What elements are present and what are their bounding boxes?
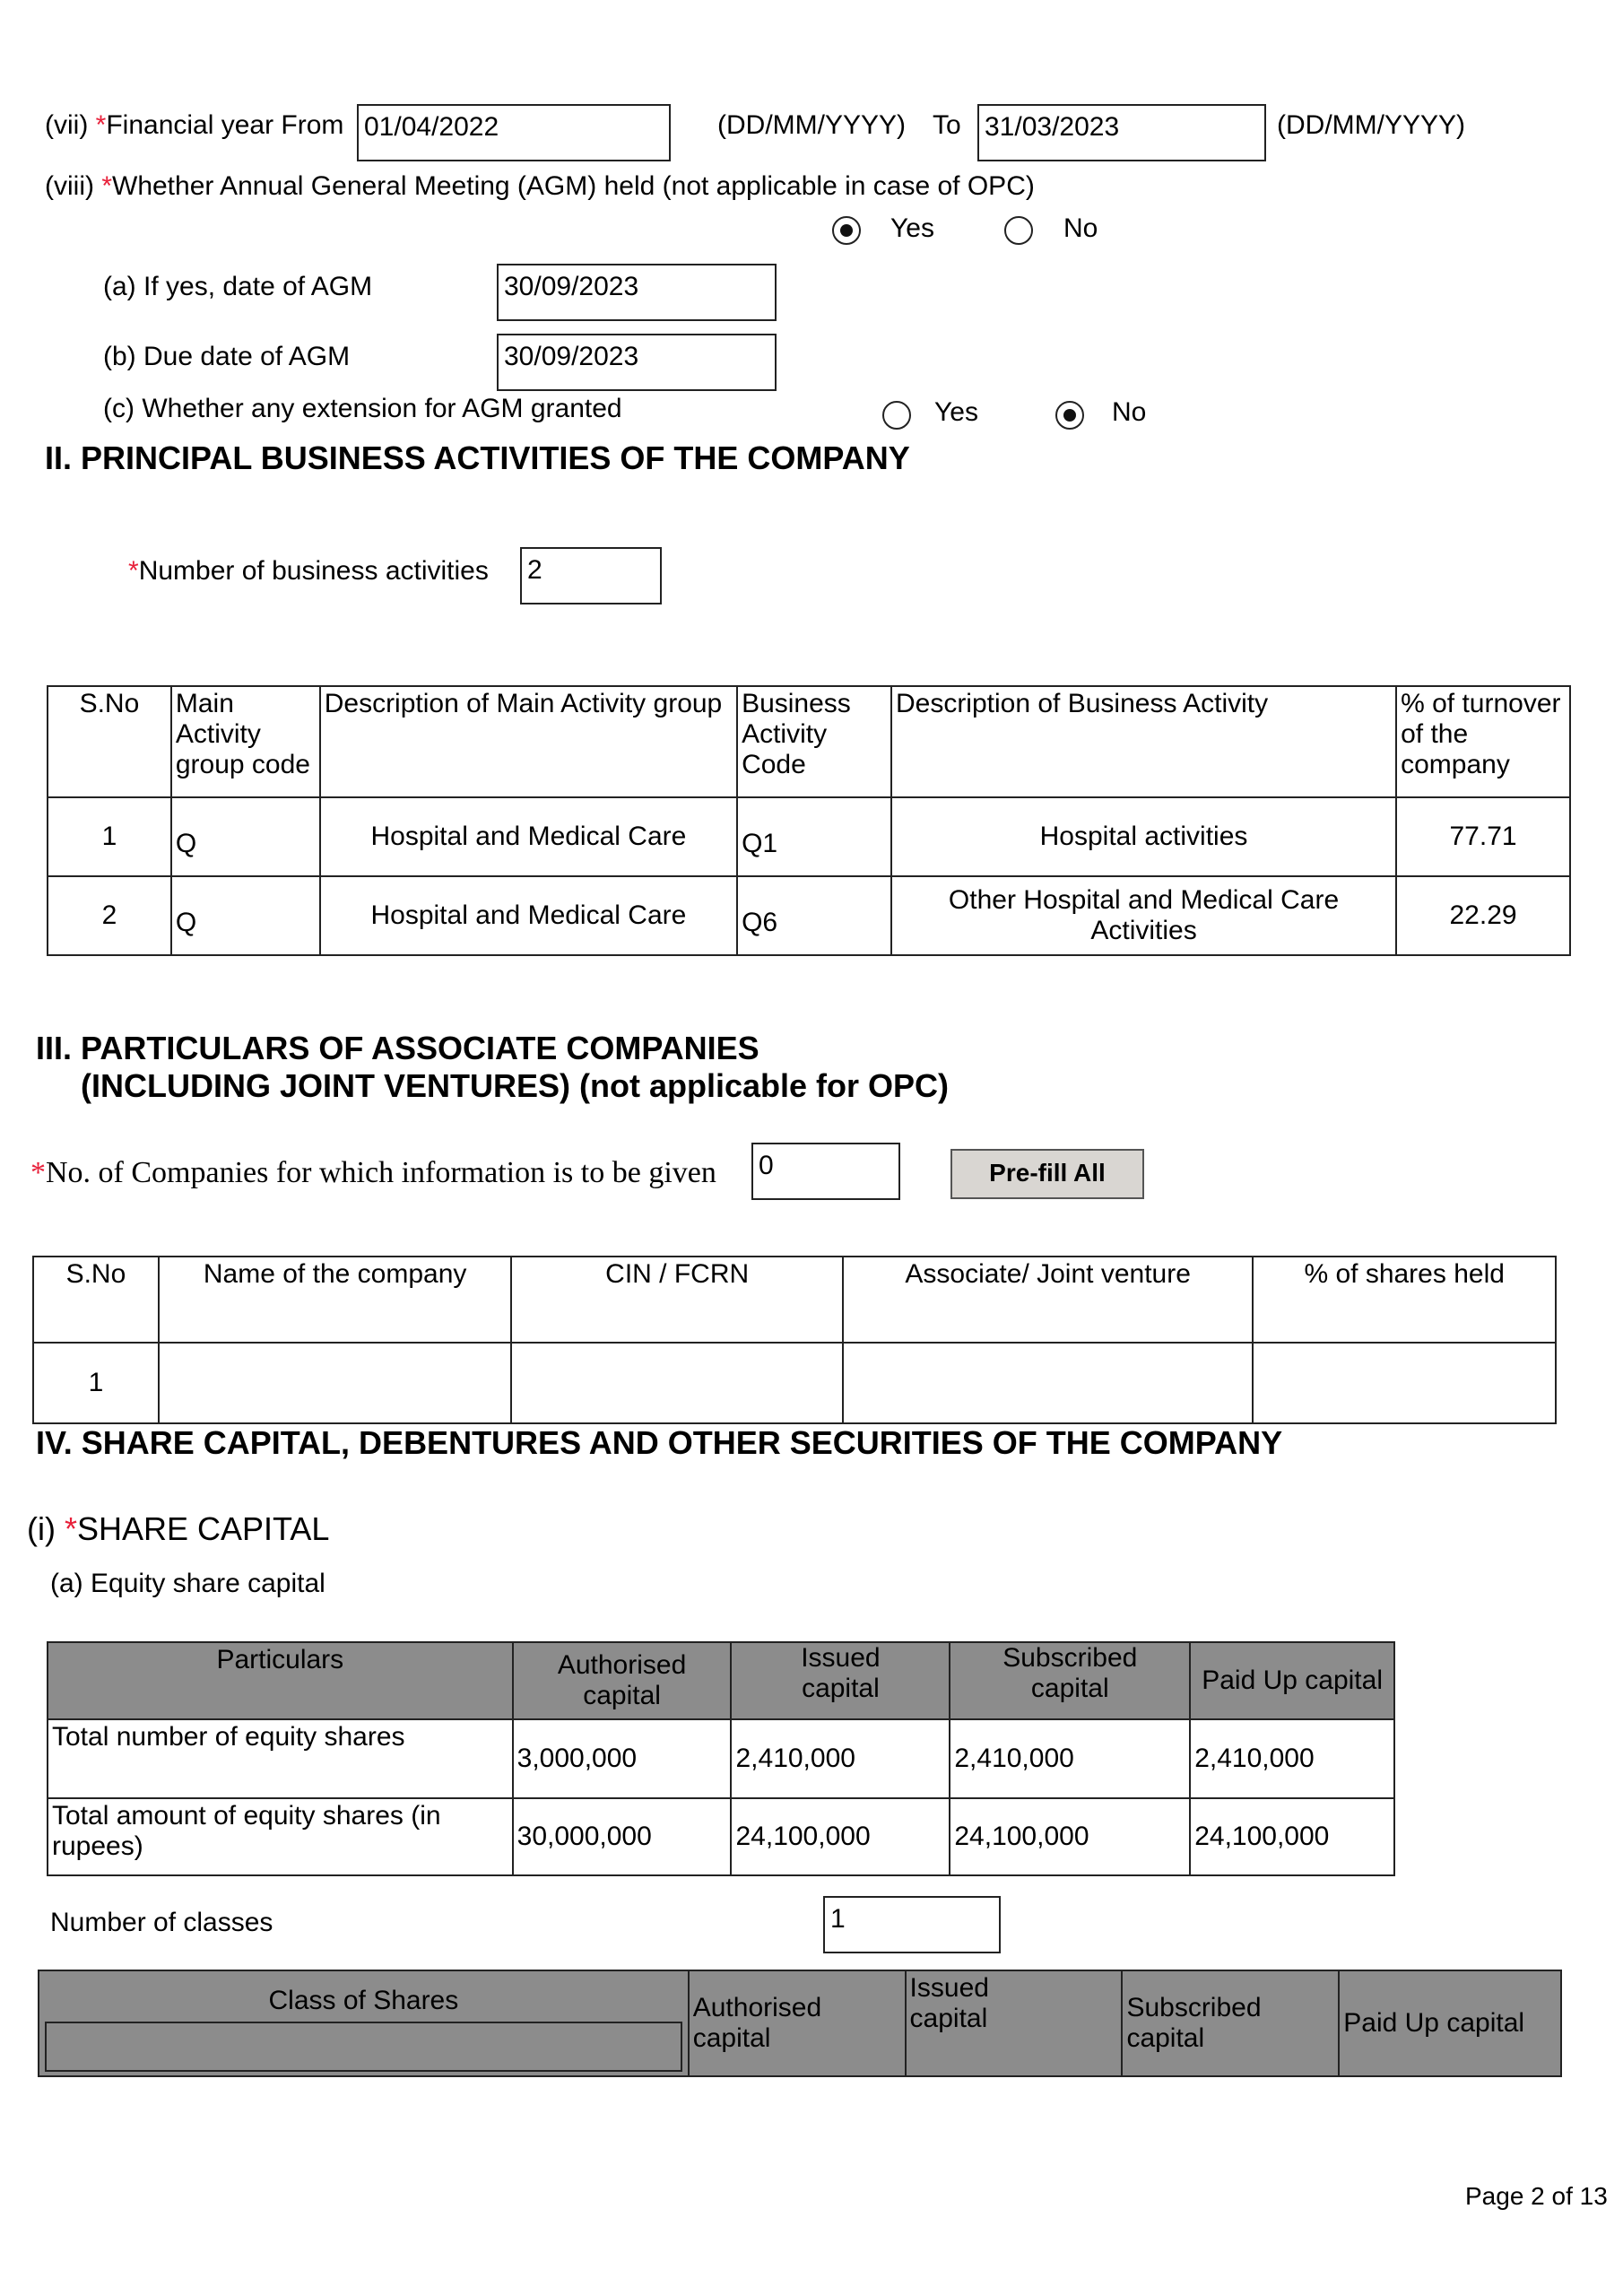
col-header-group-code: Main Activity group code: [171, 686, 320, 797]
financial-year-to-input[interactable]: 31/03/2023: [977, 104, 1266, 161]
col-header-issued: Issued capital: [731, 1642, 950, 1719]
section-title: II. PRINCIPAL BUSINESS ACTIVITIES OF THE COMPANY: [45, 439, 910, 476]
agm-held-no-radio[interactable]: [1004, 216, 1033, 245]
financial-year-from-input[interactable]: 01/04/2022: [357, 104, 671, 161]
cell-group-desc: Hospital and Medical Care: [320, 876, 737, 955]
col-header-issued: Issued capital: [906, 1970, 1123, 2076]
associate-companies-count-label: *No. of Companies for which information is to be given: [30, 1156, 716, 1189]
col-header-subscribed: Subscribed capital: [950, 1642, 1190, 1719]
associate-companies-table: [32, 1256, 1557, 1424]
table-row: [48, 876, 1570, 955]
agm-extension-yes-radio[interactable]: [882, 401, 911, 430]
cell-activity-desc: Hospital activities: [891, 797, 1396, 876]
cell-association-type[interactable]: [843, 1343, 1253, 1423]
cell-activity-desc: Other Hospital and Medical Care Activities: [891, 876, 1396, 955]
cell-sno: 1: [48, 797, 171, 876]
agm-extension-no-label: No: [1112, 397, 1147, 427]
col-header-group-desc: Description of Main Activity group: [320, 686, 737, 797]
col-header-association-type: Associate/ Joint venture: [843, 1257, 1253, 1343]
section-title: IV. SHARE CAPITAL, DEBENTURES AND OTHER SECURITIES OF THE COMPANY: [36, 1424, 1283, 1461]
cell-subscribed[interactable]: 2,410,000: [950, 1719, 1190, 1798]
cell-particulars: Total number of equity shares: [48, 1719, 513, 1798]
business-activities-count-label: *Number of business activities: [128, 556, 489, 586]
agm-due-date-input[interactable]: 30/09/2023: [497, 334, 777, 391]
section-title: III. PARTICULARS OF ASSOCIATE COMPANIES: [36, 1030, 759, 1066]
date-format-hint: (DD/MM/YYYY): [1277, 110, 1465, 140]
col-header-sno: S.No: [48, 686, 171, 797]
agm-held-label: (viii) *Whether Annual General Meeting (AGM) held (not applicable in case of OPC): [45, 171, 1035, 201]
agm-held-yes-label: Yes: [890, 213, 934, 243]
col-header-shares-held: % of shares held: [1253, 1257, 1556, 1343]
associate-companies-count-input[interactable]: 0: [751, 1143, 900, 1200]
agm-held-no-label: No: [1063, 213, 1098, 243]
number-of-classes-label: Number of classes: [50, 1908, 273, 1937]
business-activities-count-input[interactable]: 2: [520, 547, 662, 604]
agm-held-yes-radio[interactable]: [832, 216, 861, 245]
cell-paid-up[interactable]: 2,410,000: [1190, 1719, 1394, 1798]
col-header-particulars: Particulars: [48, 1642, 513, 1719]
equity-share-capital-label: (a) Equity share capital: [50, 1569, 325, 1598]
financial-year-label: (vii) *Financial year From: [45, 110, 344, 140]
number-of-classes-input[interactable]: 1: [823, 1896, 1001, 1953]
table-header-row: [48, 1642, 1394, 1719]
agm-extension-label: (c) Whether any extension for AGM granted: [103, 394, 622, 423]
class-of-shares-table: [38, 1970, 1562, 2077]
cell-turnover: 77.71: [1396, 797, 1570, 876]
table-row: [48, 1798, 1394, 1875]
cell-company-name[interactable]: [159, 1343, 512, 1423]
cell-issued[interactable]: 2,410,000: [731, 1719, 950, 1798]
prefill-all-button[interactable]: Pre-fill All: [950, 1149, 1144, 1199]
col-header-authorised: Authorised capital: [513, 1642, 732, 1719]
cell-group-code[interactable]: Q: [171, 797, 320, 876]
financial-year-to-label: To: [933, 110, 961, 140]
table-row: [33, 1343, 1556, 1423]
table-header-row: [39, 1970, 1561, 2076]
date-format-hint: (DD/MM/YYYY): [717, 110, 906, 140]
col-header-activity-code: Business Activity Code: [737, 686, 891, 797]
cell-authorised[interactable]: 3,000,000: [513, 1719, 732, 1798]
cell-sno: 2: [48, 876, 171, 955]
cell-activity-code[interactable]: Q1: [737, 797, 891, 876]
table-header-row: [48, 686, 1570, 797]
cell-cin[interactable]: [511, 1343, 843, 1423]
cell-particulars: Total amount of equity shares (in rupees): [48, 1798, 513, 1875]
table-row: [48, 1719, 1394, 1798]
cell-shares-held[interactable]: [1253, 1343, 1556, 1423]
col-header-turnover: % of turnover of the company: [1396, 686, 1570, 797]
cell-subscribed[interactable]: 24,100,000: [950, 1798, 1190, 1875]
section-subtitle: (INCLUDING JOINT VENTURES) (not applicable for OPC): [81, 1067, 950, 1104]
cell-authorised[interactable]: 30,000,000: [513, 1798, 732, 1875]
cell-issued[interactable]: 24,100,000: [731, 1798, 950, 1875]
cell-sno: 1: [33, 1343, 159, 1423]
col-header-authorised: Authorised capital: [689, 1970, 906, 2076]
class-of-shares-header: [39, 1970, 689, 2076]
page-number: Page 2 of 13: [1465, 2182, 1608, 2210]
col-header-company-name: Name of the company: [159, 1257, 512, 1343]
col-header-subscribed: Subscribed capital: [1122, 1970, 1339, 2076]
agm-date-label: (a) If yes, date of AGM: [103, 272, 373, 301]
cell-group-desc: Hospital and Medical Care: [320, 797, 737, 876]
col-header-activity-desc: Description of Business Activity: [891, 686, 1396, 797]
agm-extension-yes-label: Yes: [934, 397, 978, 427]
col-header-sno: S.No: [33, 1257, 159, 1343]
table-row: [48, 797, 1570, 876]
col-header-paid-up: Paid Up capital: [1339, 1970, 1561, 2076]
col-header-class-of-shares: Class of Shares: [268, 1986, 459, 2015]
agm-extension-no-radio[interactable]: [1055, 401, 1084, 430]
cell-paid-up[interactable]: 24,100,000: [1190, 1798, 1394, 1875]
equity-share-capital-table: [47, 1641, 1395, 1876]
agm-date-input[interactable]: 30/09/2023: [497, 264, 777, 321]
col-header-paid-up: Paid Up capital: [1190, 1642, 1394, 1719]
col-header-cin: CIN / FCRN: [511, 1257, 843, 1343]
table-header-row: [33, 1257, 1556, 1343]
share-capital-label: (i) *SHARE CAPITAL: [27, 1510, 330, 1547]
cell-group-code[interactable]: Q: [171, 876, 320, 955]
cell-turnover: 22.29: [1396, 876, 1570, 955]
business-activities-table: [47, 685, 1571, 956]
cell-activity-code[interactable]: Q6: [737, 876, 891, 955]
agm-due-date-label: (b) Due date of AGM: [103, 342, 351, 371]
class-of-shares-input[interactable]: [45, 2022, 682, 2072]
